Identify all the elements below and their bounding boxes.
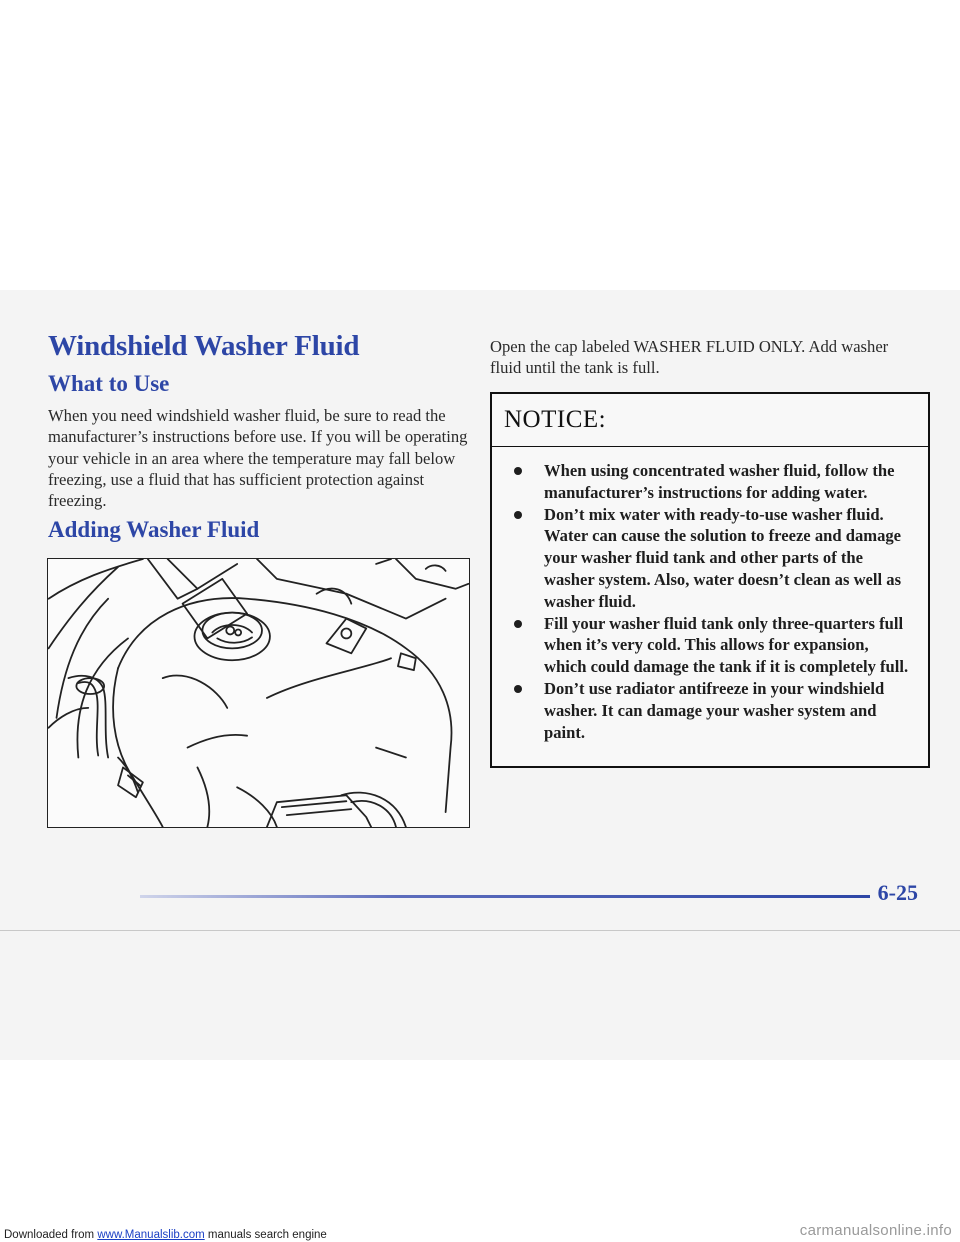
download-footer	[4, 1229, 327, 1241]
notice-item	[512, 678, 912, 743]
bullet-icon	[514, 511, 522, 519]
notice-item	[512, 460, 912, 504]
notice-item	[512, 613, 912, 678]
reservoir-tank	[113, 598, 451, 827]
section-title: Windshield Washer Fluid	[48, 330, 360, 362]
notice-item	[512, 504, 912, 613]
bullet-icon	[514, 685, 522, 693]
page-number: 6-25	[877, 880, 918, 905]
bottom-parts	[267, 793, 406, 827]
notice-box	[490, 392, 930, 768]
bottom-divider	[0, 930, 960, 931]
notice-title: NOTICE:	[504, 406, 607, 433]
notice-header	[492, 394, 928, 447]
engine-bay-lines	[49, 559, 469, 758]
adding-washer-fluid-heading: Adding Washer Fluid	[48, 517, 260, 542]
notice-item-text: Don’t mix water with ready-to-use washer fluid. Water can cause the solution to freeze and damage your washer fluid tank and other parts of the washer system. Also, water doesn’t clean as well as washer fluid.	[544, 504, 902, 611]
bullet-icon	[514, 620, 522, 628]
bullet-icon	[514, 467, 522, 475]
washer-reservoir-illustration	[47, 558, 470, 828]
notice-item-text: Don’t use radiator antifreeze in your windshield washer. It can damage your washer system and paint.	[544, 678, 885, 742]
watermark-text: carmanualsonline.info	[799, 1222, 952, 1239]
footer-prefix: Downloaded from	[4, 1229, 98, 1241]
manualslib-link[interactable]: www.Manualslib.com	[97, 1229, 205, 1241]
notice-list	[512, 460, 912, 743]
what-to-use-paragraph: When you need windshield washer fluid, be sure to read the manufacturer’s instructions before use. If you will be operating your vehicle in an area where the temperature may fall below freezing, use a fluid that has sufficient protection against freezing.	[48, 406, 468, 511]
page-rule	[140, 895, 870, 898]
what-to-use-heading: What to Use	[48, 371, 170, 396]
notice-item-text: Fill your washer fluid tank only three-quarters full when it’s very cold. This allows for expansion, which could damage the tank if it is completely full.	[544, 613, 909, 677]
notice-item-text: When using concentrated washer fluid, follow the manufacturer’s instructions for adding water.	[544, 461, 895, 502]
adding-washer-fluid-paragraph: Open the cap labeled WASHER FLUID ONLY. Add washer fluid until the tank is full.	[490, 337, 889, 378]
bracket-and-bolt	[326, 619, 415, 671]
footer-suffix: manuals search engine	[204, 1229, 327, 1241]
hoses	[49, 676, 143, 797]
